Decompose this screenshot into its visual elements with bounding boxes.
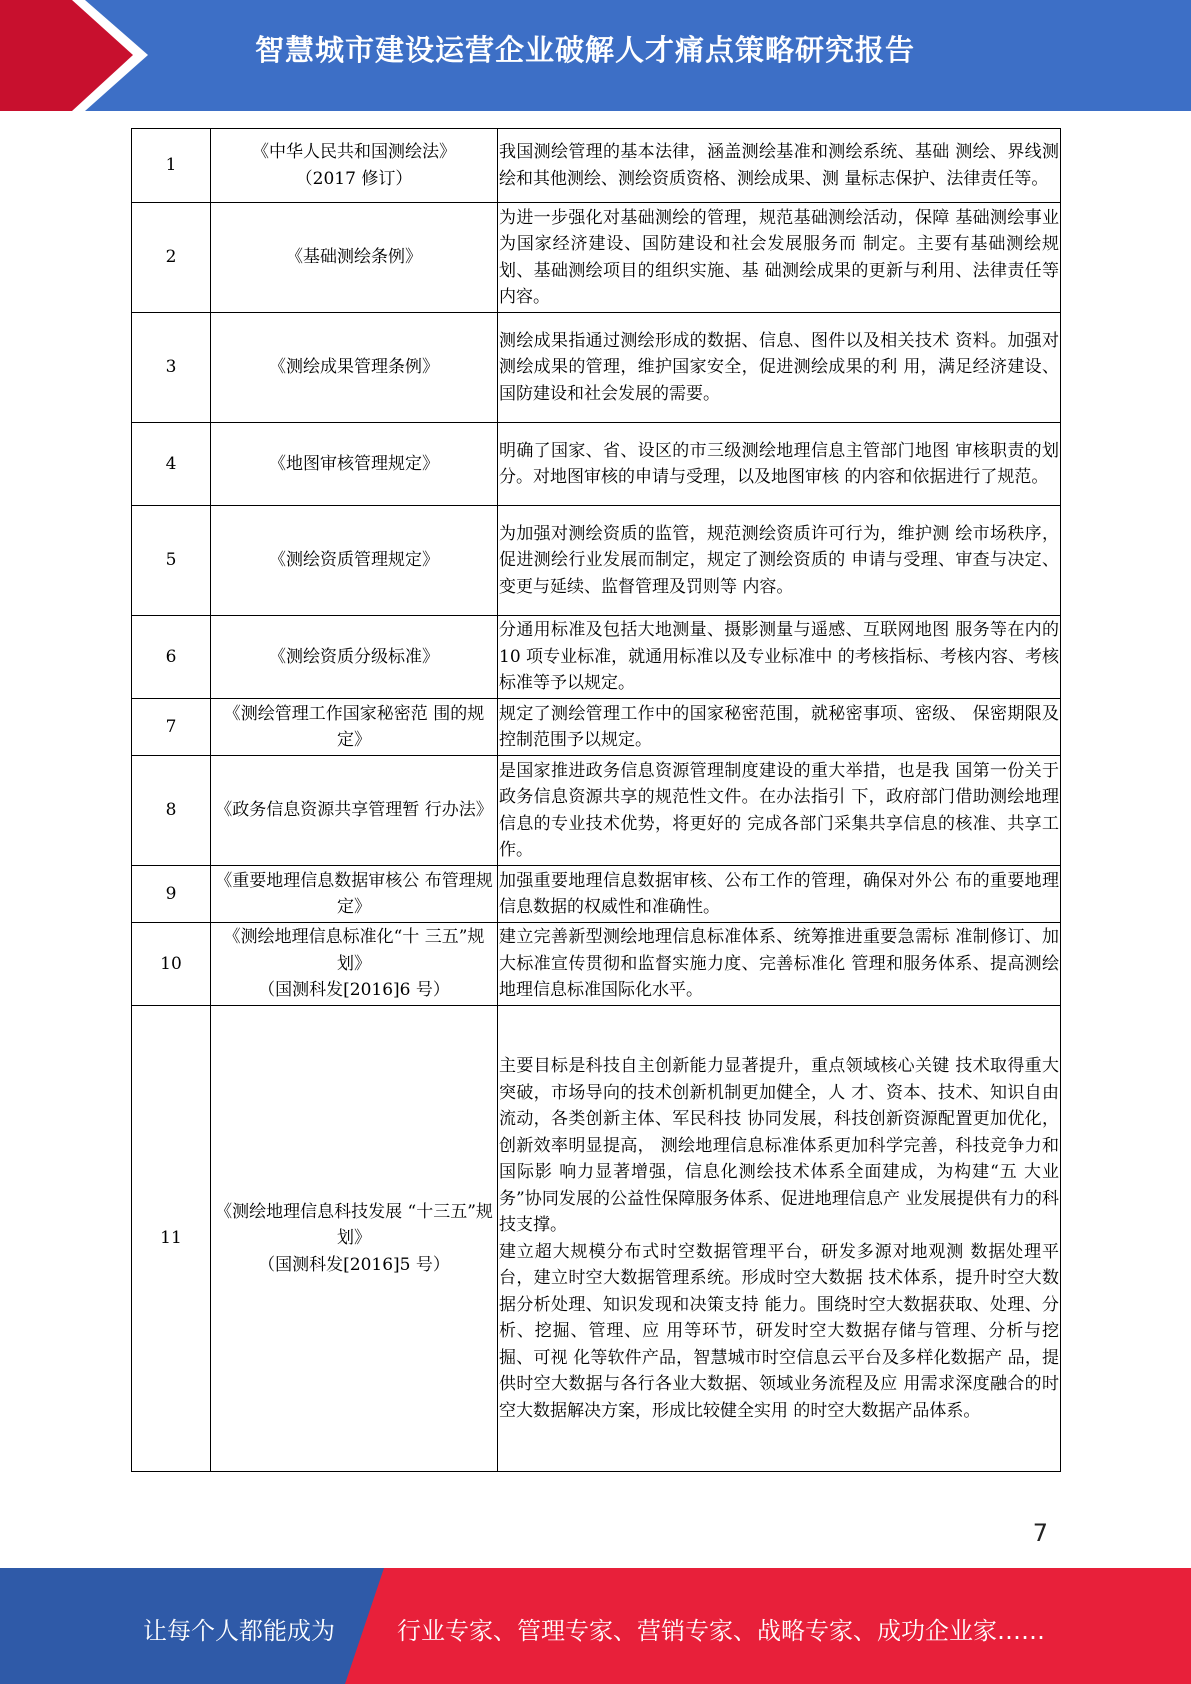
page-header — [0, 0, 1191, 111]
regulation-name: 《测绘资质管理规定》 — [211, 506, 498, 616]
regulation-description: 是国家推进政务信息资源管理制度建设的重大举措，也是我 国第一份关于政务信息资源共享的规范性文件。在办法指引 下，政府部门借助测绘地理信息的专业技术优势，将更好的 完成各部门采集共享信息的核准、共享工作。 — [498, 756, 1061, 866]
regulation-name: 《地图审核管理规定》 — [211, 423, 498, 506]
table-row — [132, 423, 1061, 506]
regulation-name: 《政务信息资源共享管理暂 行办法》 — [211, 756, 498, 866]
table-row — [132, 866, 1061, 923]
table-row — [132, 756, 1061, 866]
table-row — [132, 203, 1061, 313]
row-number: 3 — [132, 313, 211, 423]
regulation-name: 《测绘资质分级标准》 — [211, 616, 498, 699]
regulation-description: 分通用标准及包括大地测量、摄影测量与遥感、互联网地图 服务等在内的 10 项专业标准，就通用标准以及专业标准中 的考核指标、考核内容、考核标准等予以规定。 — [498, 616, 1061, 699]
row-number: 11 — [132, 1006, 211, 1472]
page-footer — [0, 1568, 1191, 1684]
regulation-name: 《测绘管理工作国家秘密范 围的规定》 — [211, 699, 498, 756]
footer-slogan-right: 行业专家、管理专家、营销专家、战略专家、成功企业家…… — [397, 1617, 1045, 1645]
row-number: 9 — [132, 866, 211, 923]
footer-slogan-left: 让每个人都能成为 — [143, 1617, 335, 1645]
regulations-table-wrap — [131, 128, 1061, 1472]
regulation-name: 《基础测绘条例》 — [211, 203, 498, 313]
row-number: 10 — [132, 923, 211, 1006]
regulation-description: 建立完善新型测绘地理信息标准体系、统筹推进重要急需标 准制修订、加大标准宣传贯彻和监督实施力度、完善标准化 管理和服务体系、提高测绘地理信息标准国际化水平。 — [498, 923, 1061, 1006]
regulation-description: 主要目标是科技自主创新能力显著提升，重点领域核心关键 技术取得重大突破，市场导向的技术创新机制更加健全，人 才、资本、技术、知识自由流动，各类创新主体、军民科技 协同发展，科技创新资源配置更加优化，创新效率明显提高， 测绘地理信息标准体系更加科学完善，科技竞争力和国际影 响力显著增强，信息化测绘技术体系全面建成，为构建“五 大业务”协同发展的公益性保障服务体系、促进地理信息产 业发展提供有力的科技支撑。 建立超大规模分布式时空数据管理平台，研发多源对地观测 数据处理平台，建立时空大数据管理系统。形成时空大数据 技术体系，提升时空大数据分析处理、知识发现和决策支持 能力。围绕时空大数据获取、处理、分析、挖掘、管理、应 用等环节，研发时空大数据存储与管理、分析与挖掘、可视 化等软件产品，智慧城市时空信息云平台及多样化数据产 品，提供时空大数据与各行各业大数据、领域业务流程及应 用需求深度融合的时空大数据解决方案，形成比较健全实用 的时空大数据产品体系。 — [498, 1006, 1061, 1472]
row-number: 7 — [132, 699, 211, 756]
table-row — [132, 699, 1061, 756]
row-number: 5 — [132, 506, 211, 616]
row-number: 1 — [132, 129, 211, 203]
regulation-description: 明确了国家、省、设区的市三级测绘地理信息主管部门地图 审核职责的划分。对地图审核的申请与受理，以及地图审核 的内容和依据进行了规范。 — [498, 423, 1061, 506]
table-row — [132, 506, 1061, 616]
regulation-name: 《重要地理信息数据审核公 布管理规定》 — [211, 866, 498, 923]
regulation-description: 我国测绘管理的基本法律，涵盖测绘基准和测绘系统、基础 测绘、界线测绘和其他测绘、测绘资质资格、测绘成果、测 量标志保护、法律责任等。 — [498, 129, 1061, 203]
regulation-name: 《测绘成果管理条例》 — [211, 313, 498, 423]
regulation-description: 为进一步强化对基础测绘的管理，规范基础测绘活动，保障 基础测绘事业为国家经济建设、国防建设和社会发展服务而 制定。主要有基础测绘规划、基础测绘项目的组织实施、基 础测绘成果的更新与利用、法律责任等内容。 — [498, 203, 1061, 313]
report-title: 智慧城市建设运营企业破解人才痛点策略研究报告 — [255, 33, 916, 67]
regulation-name: 《测绘地理信息标准化“十 三五”规划》 （国测科发[2016]6 号） — [211, 923, 498, 1006]
row-number: 4 — [132, 423, 211, 506]
table-row — [132, 923, 1061, 1006]
row-number: 8 — [132, 756, 211, 866]
regulation-description: 为加强对测绘资质的监管，规范测绘资质许可行为，维护测 绘市场秩序，促进测绘行业发展而制定，规定了测绘资质的 申请与受理、审查与决定、变更与延续、监督管理及罚则等 内容。 — [498, 506, 1061, 616]
regulation-name: 《测绘地理信息科技发展 “十三五”规划》 （国测科发[2016]5 号） — [211, 1006, 498, 1472]
regulation-description: 规定了测绘管理工作中的国家秘密范围，就秘密事项、密级、 保密期限及控制范围予以规定。 — [498, 699, 1061, 756]
row-number: 2 — [132, 203, 211, 313]
table-row — [132, 129, 1061, 203]
table-row — [132, 313, 1061, 423]
table-row — [132, 1006, 1061, 1472]
regulation-name: 《中华人民共和国测绘法》 （2017 修订） — [211, 129, 498, 203]
row-number: 6 — [132, 616, 211, 699]
regulation-description: 测绘成果指通过测绘形成的数据、信息、图件以及相关技术 资料。加强对测绘成果的管理，维护国家安全，促进测绘成果的利 用，满足经济建设、国防建设和社会发展的需要。 — [498, 313, 1061, 423]
regulations-table — [131, 128, 1061, 1472]
regulation-description: 加强重要地理信息数据审核、公布工作的管理，确保对外公 布的重要地理信息数据的权威性和准确性。 — [498, 866, 1061, 923]
table-row — [132, 616, 1061, 699]
page-number: 7 — [1032, 1519, 1048, 1547]
